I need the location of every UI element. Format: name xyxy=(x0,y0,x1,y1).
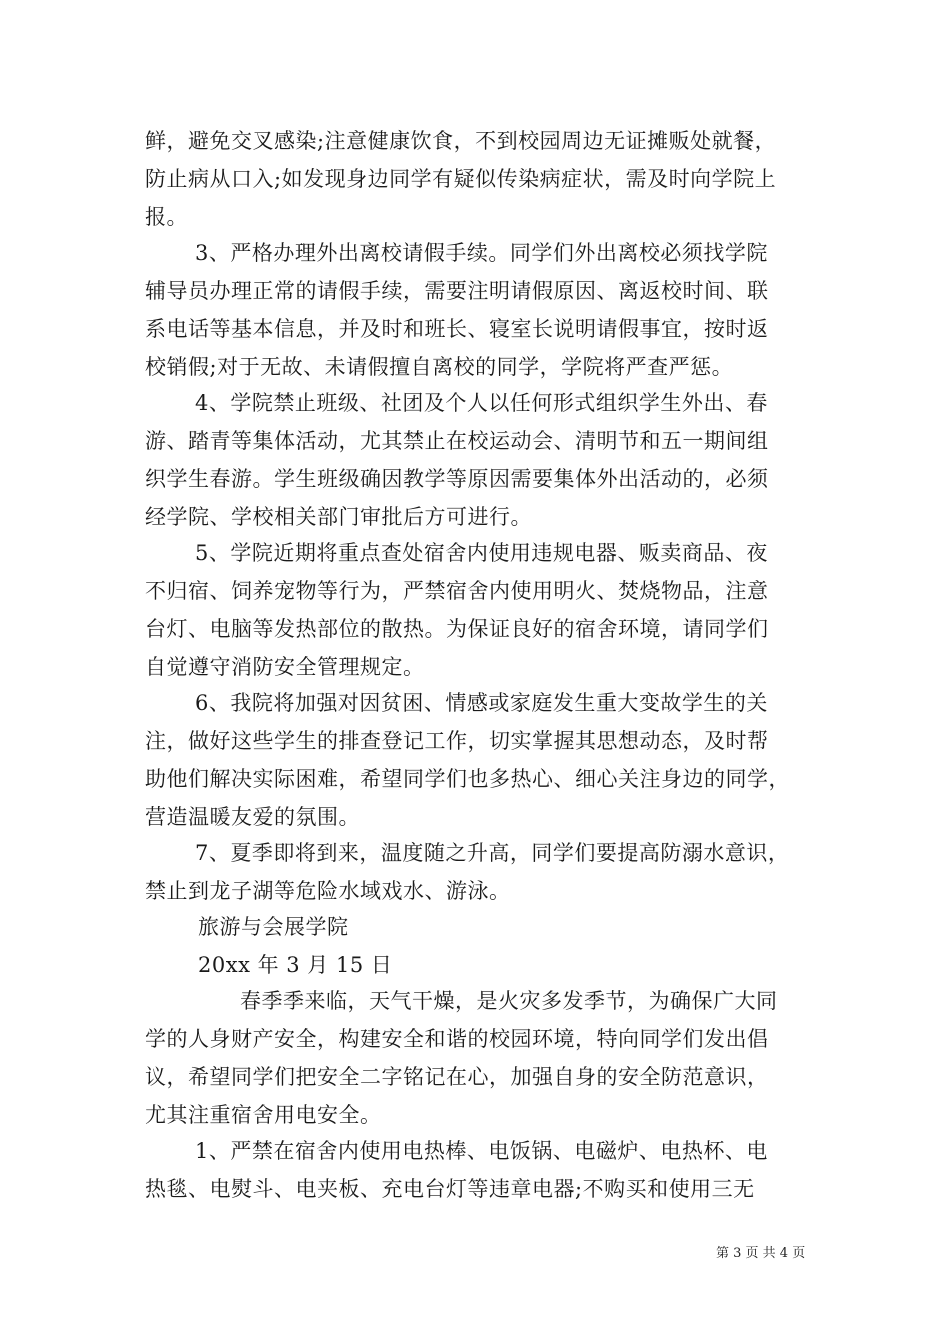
paragraph-item-6: 6、我院将加强对因贫困、情感或家庭发生重大变故学生的关 xyxy=(195,691,768,715)
text-line: 防止病从口入;如发现身边同学有疑似传染病症状，需及时向学院上 xyxy=(145,167,777,191)
text-line: 辅导员办理正常的请假手续，需要注明请假原因、离返校时间、联 xyxy=(145,279,769,303)
text-line: 热毯、电熨斗、电夹板、充电台灯等违章电器;不购买和使用三无 xyxy=(145,1177,755,1201)
text-line: 注，做好这些学生的排查登记工作，切实掌握其思想动态，及时帮 xyxy=(145,729,769,753)
signature-organization: 旅游与会展学院 xyxy=(198,915,349,939)
text-line: 校销假;对于无故、未请假擅自离校的同学，学院将严查严惩。 xyxy=(145,355,734,379)
text-line: 鲜，避免交叉感染;注意健康饮食，不到校园周边无证摊贩处就餐， xyxy=(145,129,777,153)
signature-date: 20xx 年 3 月 15 日 xyxy=(198,953,393,977)
paragraph-item-1: 1、严禁在宿舍内使用电热棒、电饭锅、电磁炉、电热杯、电 xyxy=(195,1139,768,1163)
text-line: 经学院、学校相关部门审批后方可进行。 xyxy=(145,505,532,529)
text-line: 游、踏青等集体活动，尤其禁止在校运动会、清明节和五一期间组 xyxy=(145,429,769,453)
intro-paragraph: 春季季来临，天气干燥，是火灾多发季节，为确保广大同 xyxy=(240,989,778,1013)
paragraph-item-5: 5、学院近期将重点查处宿舍内使用违规电器、贩卖商品、夜 xyxy=(195,541,768,565)
text-line: 助他们解决实际困难，希望同学们也多热心、细心关注身边的同学， xyxy=(145,767,790,791)
page-number-footer: 第 3 页 共 4 页 xyxy=(716,1246,806,1261)
text-line: 织学生春游。学生班级确因教学等原因需要集体外出活动的，必须 xyxy=(145,467,769,491)
text-line: 自觉遵守消防安全管理规定。 xyxy=(145,655,425,679)
text-line: 报。 xyxy=(145,205,188,229)
text-line: 学的人身财产安全，构建安全和谐的校园环境，特向同学们发出倡 xyxy=(145,1027,769,1051)
text-line: 不归宿、饲养宠物等行为，严禁宿舍内使用明火、焚烧物品，注意 xyxy=(145,579,769,603)
text-line: 尤其注重宿舍用电安全。 xyxy=(145,1103,382,1127)
text-line: 营造温暖友爱的氛围。 xyxy=(145,805,360,829)
paragraph-item-7: 7、夏季即将到来，温度随之升高，同学们要提高防溺水意识， xyxy=(195,841,790,865)
text-line: 禁止到龙子湖等危险水域戏水、游泳。 xyxy=(145,879,511,903)
text-line: 系电话等基本信息，并及时和班长、寝室长说明请假事宜，按时返 xyxy=(145,317,769,341)
paragraph-item-3: 3、严格办理外出离校请假手续。同学们外出离校必须找学院 xyxy=(195,241,768,265)
text-line: 议，希望同学们把安全二字铭记在心，加强自身的安全防范意识， xyxy=(145,1065,769,1089)
text-line: 台灯、电脑等发热部位的散热。为保证良好的宿舍环境，请同学们 xyxy=(145,617,769,641)
paragraph-item-4: 4、学院禁止班级、社团及个人以任何形式组织学生外出、春 xyxy=(195,391,768,415)
